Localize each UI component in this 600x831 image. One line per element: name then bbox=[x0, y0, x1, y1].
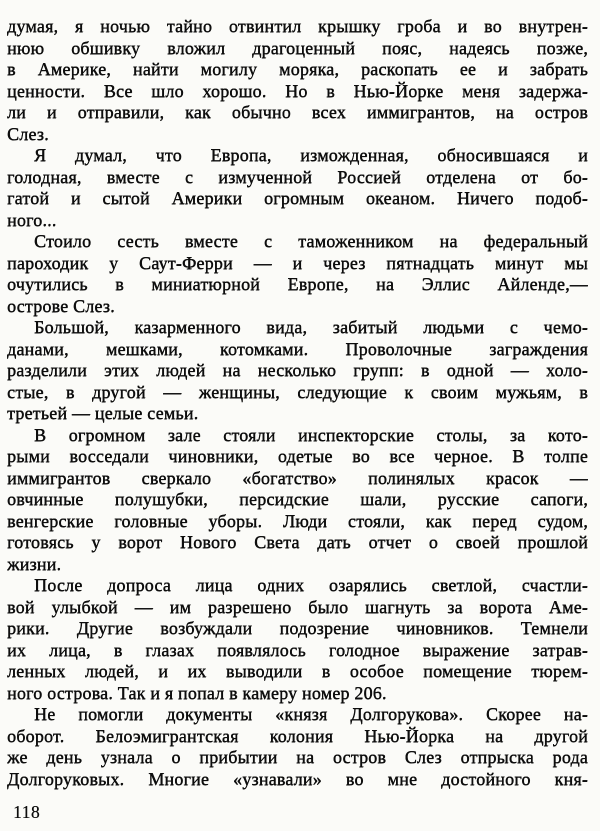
text-line: вой улыбкой — им разрешено было шагнуть за ворота Аме- bbox=[7, 596, 588, 617]
text-line: разделили этих людей на несколько групп: в одной — холо- bbox=[7, 360, 588, 380]
text-line: иммигрантов сверкало «богатство» полинялых красок — bbox=[7, 467, 588, 488]
text-block bbox=[7, 16, 588, 790]
text-line: очутились в миниатюрной Европе, на Эллис Айленде,— bbox=[7, 274, 588, 294]
paragraph bbox=[7, 575, 588, 704]
text-line: жизни. bbox=[7, 553, 62, 574]
paragraph bbox=[7, 231, 588, 317]
paragraph bbox=[7, 317, 588, 425]
text-line: острове Слез. bbox=[7, 295, 115, 316]
text-line: ленных людей, и их выводили в особое помещение тюрем- bbox=[7, 661, 588, 681]
text-line: их лица, в глазах появлялось голодное выражение затрав- bbox=[7, 639, 588, 660]
text-line: в Америке, найти могилу моряка, раскопать ее и забрать bbox=[7, 59, 588, 79]
paragraph bbox=[7, 425, 588, 576]
page-number: 118 bbox=[13, 802, 41, 822]
text-line: же день узнала о прибытии на остров Слез отпрыска рода bbox=[7, 747, 588, 767]
text-line: рыми восседали чиновники, одетые во все черное. В толпе bbox=[7, 446, 588, 466]
text-line: ного острова. Так и я попал в камеру номер 206. bbox=[7, 682, 387, 703]
text-line: думая, я ночью тайно отвинтил крышку гроба и во внутрен- bbox=[7, 16, 588, 36]
text-line: Слез. bbox=[7, 123, 49, 144]
text-line: нюю обшивку вложил драгоценный пояс, надеясь позже, bbox=[7, 37, 588, 58]
paragraph bbox=[7, 704, 588, 790]
text-line: Я думал, что Европа, изможденная, обносившаяся и bbox=[34, 145, 588, 165]
text-line: Стоило сесть вместе с таможенником на федеральный bbox=[34, 231, 588, 251]
text-line: ного... bbox=[7, 209, 57, 230]
text-line: данами, мешками, котомками. Проволочные заграждения bbox=[7, 338, 588, 359]
text-line: В огромном зале стояли инспекторские столы, за кото- bbox=[34, 424, 588, 445]
text-line: Большой, казарменного вида, забитый людьми с чемо- bbox=[34, 317, 588, 337]
text-line: ли и отправили, как обычно всех иммигрантов, на остров bbox=[7, 102, 588, 122]
paragraph bbox=[7, 145, 588, 231]
text-line: ценности. Все шло хорошо. Но в Нью-Йорке меня задержа- bbox=[7, 80, 588, 101]
text-line: третьей — целые семьи. bbox=[7, 403, 199, 423]
paragraph bbox=[7, 16, 588, 145]
text-line: венгерские головные уборы. Люди стояли, как перед судом, bbox=[7, 510, 588, 531]
text-line: оборот. Белоэмигрантская колония Нью-Йорка на другой bbox=[7, 725, 588, 746]
text-line: голодная, вместе с измученной Россией отделена от бо- bbox=[7, 166, 588, 187]
text-line: готовясь у ворот Нового Света дать отчет о своей прошлой bbox=[7, 532, 588, 552]
text-line: Долгоруковых. Многие «узнавали» во мне достойного кня- bbox=[7, 768, 588, 789]
text-line: пароходик у Саут-Ферри — и через пятнадцать минут мы bbox=[7, 252, 588, 273]
text-line: Не помогли документы «князя Долгорукова». Скорее на- bbox=[34, 704, 588, 724]
text-line: овчинные полушубки, персидские шали, русские сапоги, bbox=[7, 489, 588, 509]
text-line: стые, в другой — женщины, следующие к своим мужьям, в bbox=[7, 381, 588, 402]
text-line: рики. Другие возбуждали подозрение чиновников. Темнели bbox=[7, 618, 588, 638]
text-line: После допроса лица одних озарялись светлой, счастли- bbox=[34, 575, 588, 595]
text-line: гатой и сытой Америки огромным океаном. Ничего подоб- bbox=[7, 188, 588, 208]
